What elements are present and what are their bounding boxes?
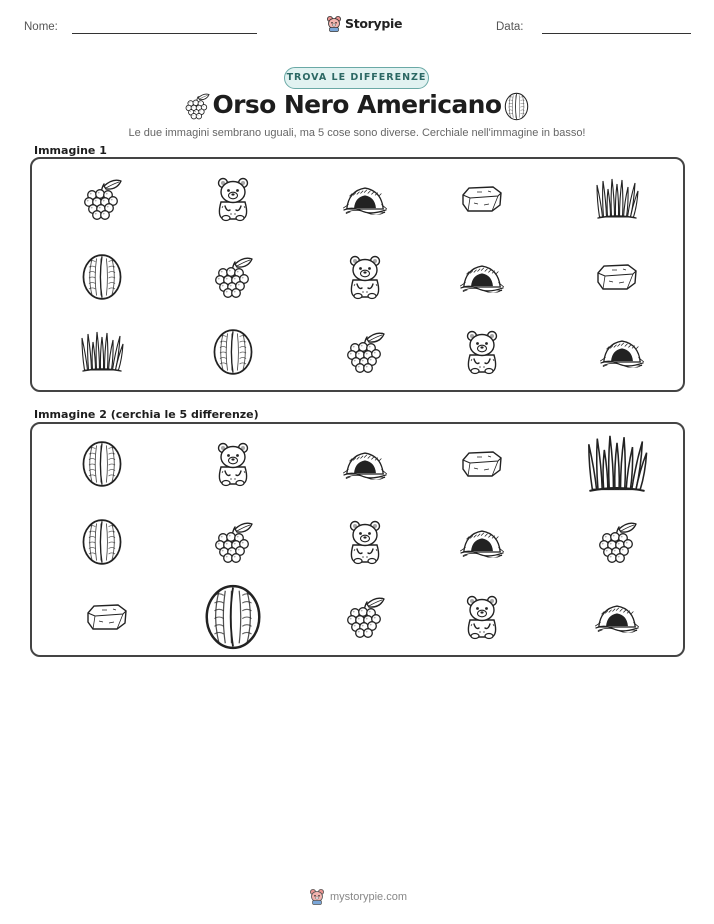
walnut-icon[interactable]	[80, 440, 124, 488]
den-icon[interactable]	[343, 449, 387, 480]
rock-icon	[460, 184, 504, 214]
grapes-icon	[343, 330, 387, 374]
image2-label: Immagine 2 (cerchia le 5 differenze)	[34, 408, 259, 421]
den-icon	[600, 337, 644, 368]
rock-icon	[595, 262, 639, 292]
bear-icon[interactable]	[343, 519, 387, 565]
footer	[309, 888, 407, 905]
date-line[interactable]	[542, 33, 691, 34]
walnut-icon[interactable]	[80, 518, 124, 566]
brand-logo	[326, 13, 402, 33]
footer-url[interactable]: mystorypie.com	[330, 890, 408, 903]
den-icon[interactable]	[460, 527, 504, 558]
bear-mascot-icon	[326, 15, 342, 32]
image1-panel	[30, 157, 685, 392]
bear-icon	[211, 176, 255, 222]
bear-mascot-icon	[309, 888, 325, 905]
rock-icon[interactable]	[85, 602, 129, 632]
page-title: Orso Nero Americano	[212, 90, 502, 119]
image2-panel[interactable]	[30, 422, 685, 657]
bear-icon	[460, 329, 504, 375]
grapes-icon	[80, 177, 124, 221]
grass-icon	[595, 177, 639, 221]
grapes-icon[interactable]	[211, 520, 255, 564]
den-icon	[460, 262, 504, 293]
bear-icon[interactable]	[211, 441, 255, 487]
den-icon[interactable]	[595, 602, 639, 633]
grass-large-icon[interactable]	[586, 433, 648, 495]
name-line[interactable]	[72, 33, 257, 34]
walnut-icon	[211, 328, 255, 376]
grapes-icon	[211, 255, 255, 299]
image1-label: Immagine 1	[34, 144, 107, 157]
bear-icon	[343, 254, 387, 300]
walnut-icon	[80, 253, 124, 301]
instructions-text: Le due immagini sembrano uguali, ma 5 cose sono diverse. Cerchiale nell'immagine in basso!	[128, 127, 586, 139]
worksheet-type-badge: TROVA LE DIFFERENZE	[284, 67, 429, 89]
name-label: Nome:	[24, 21, 58, 33]
bear-icon[interactable]	[460, 594, 504, 640]
date-label: Data:	[496, 21, 524, 33]
den-icon	[343, 184, 387, 215]
brand-name: Storypie	[345, 15, 403, 31]
walnut-large-icon[interactable]	[202, 583, 264, 651]
grapes-icon[interactable]	[595, 520, 639, 564]
walnut-icon	[503, 92, 530, 121]
grass-icon	[80, 330, 124, 374]
rock-icon[interactable]	[460, 449, 504, 479]
grapes-icon[interactable]	[343, 595, 387, 639]
